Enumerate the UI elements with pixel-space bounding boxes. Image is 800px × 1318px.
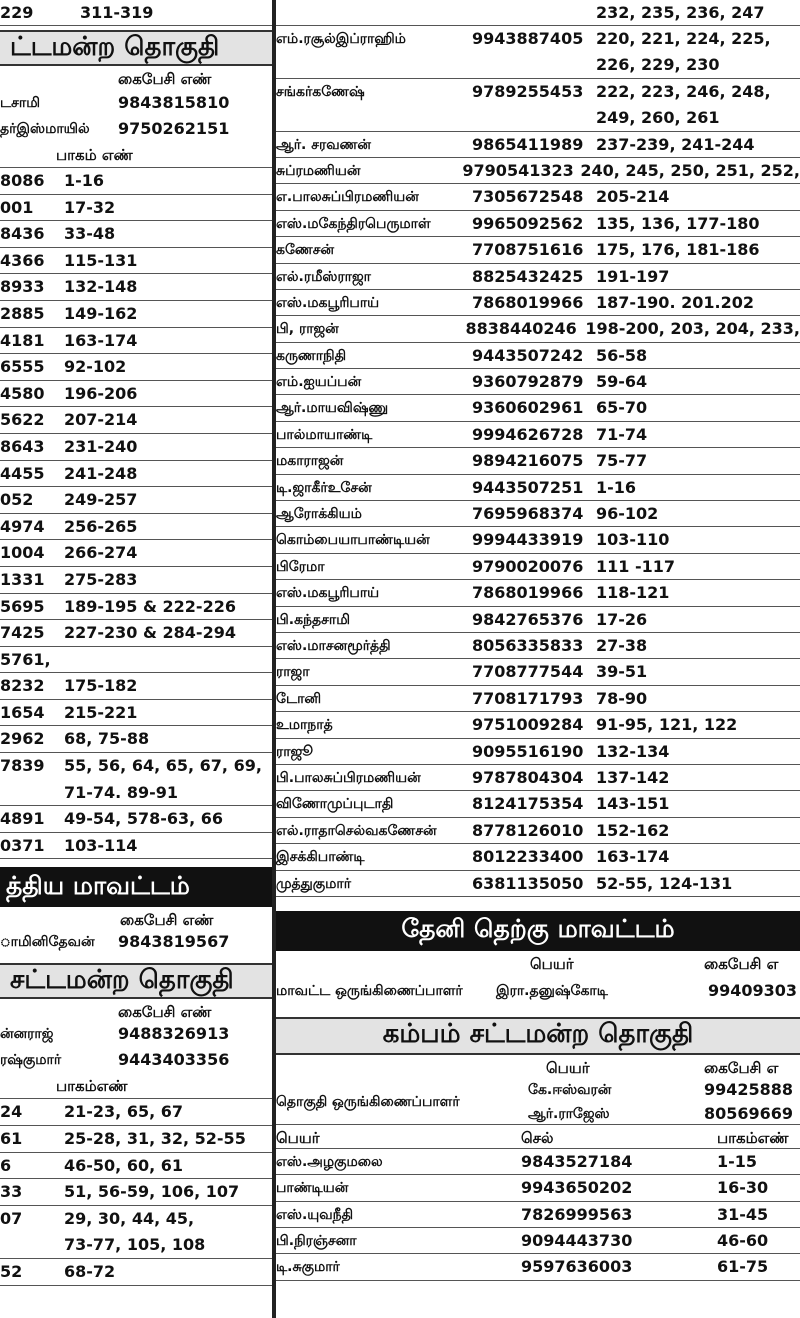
name-cell: பாண்டியன் — [276, 1180, 349, 1197]
parts-cell: 149-162 — [64, 303, 138, 323]
phone-cell: 4974 — [0, 516, 45, 536]
table-row — [0, 647, 272, 674]
table-row — [276, 316, 800, 342]
table-row — [0, 594, 272, 621]
parts-cell: 33-48 — [64, 224, 116, 244]
parts-cell: 55, 56, 64, 65, 67, 69, — [64, 756, 262, 776]
parts-cell: 226, 229, 230 — [596, 55, 720, 75]
parts-cell: 96-102 — [596, 504, 659, 524]
parts-cell: 118-121 — [596, 583, 670, 603]
parts-cell: 68, 75-88 — [64, 729, 150, 749]
name-cell: ஆர். சரவணன் — [276, 136, 371, 153]
phone-cell: 8643 — [0, 436, 45, 456]
name-cell: டி.ஜாகீர்உசேன் — [276, 479, 372, 496]
parts-cell: 227-230 & 284-294 — [64, 623, 236, 643]
phone-cell: 9842765376 — [472, 609, 584, 629]
parts-cell: 61-75 — [717, 1257, 769, 1277]
parts-cell: 222, 223, 246, 248, — [596, 81, 771, 101]
phone-cell: 4181 — [0, 330, 45, 350]
table-row — [276, 580, 800, 606]
name-cell: எம்.ஐயப்பன் — [276, 374, 362, 391]
parts-cell: 266-274 — [64, 543, 138, 563]
parts-cell: 17-26 — [596, 609, 648, 629]
name-cell: எஸ்.மகேந்திரபெருமாள் — [276, 215, 431, 232]
name-cell: உமாநாத் — [276, 717, 333, 734]
parts-cell: 21-23, 65, 67 — [64, 1102, 183, 1122]
district-coordinator: ாமினிதேவன் 9843819567 — [0, 932, 230, 952]
phone-cell: 61 — [0, 1129, 23, 1149]
phone-cell: 4891 — [0, 809, 45, 829]
table-row — [0, 195, 272, 222]
table-row — [276, 686, 800, 712]
phone-cell: 8933 — [0, 277, 45, 297]
phone-cell: 6 — [0, 1155, 12, 1175]
phone-cell: 7839 — [0, 756, 45, 776]
phone-cell: 9094443730 — [521, 1231, 633, 1251]
table-row — [276, 237, 800, 263]
table-row — [0, 168, 272, 195]
phone-cell: 1654 — [0, 702, 45, 722]
parts-cell: 256-265 — [64, 516, 138, 536]
right-top-row: 232, 235, 236, 247 — [276, 0, 800, 26]
phone-cell: 9894216075 — [472, 451, 584, 471]
coordinator-row — [0, 1021, 272, 1047]
table-row — [0, 1259, 272, 1286]
parts-cell: 275-283 — [64, 569, 138, 589]
phone-cell: 9790020076 — [472, 556, 584, 576]
table-row — [276, 1228, 800, 1254]
parts-cell: 59-64 — [596, 372, 648, 392]
coordinator-phone: 9443403356 — [118, 1050, 230, 1070]
parts-cell: 207-214 — [64, 410, 138, 430]
table-row — [276, 184, 800, 210]
table-row — [276, 158, 800, 184]
coordinator-name: தர்இஸ்மாயில் — [0, 121, 90, 137]
name-cell: விணோமுப்புடாதி — [276, 796, 394, 813]
phone-cell: 8778126010 — [472, 820, 584, 840]
name-cell: சங்கர்கணேஷ் — [276, 83, 365, 100]
name-cell: மகாராஜன் — [276, 453, 344, 470]
table-row — [0, 514, 272, 541]
coordinator-name: ரஷ்குமார் — [0, 1052, 62, 1069]
parts-cell: 46-50, 60, 61 — [64, 1155, 183, 1175]
table-row — [276, 633, 800, 659]
phone-cell: 7708777544 — [472, 662, 584, 682]
phone-cell: 52 — [0, 1262, 23, 1281]
name-cell: முத்துகுமார் — [276, 875, 352, 892]
phone-cell: 9360792879 — [472, 372, 584, 392]
name-cell: எம்.ரசூல்இப்ராஹிம் — [276, 31, 406, 47]
phone-cell: 6555 — [0, 357, 45, 377]
phone-cell: 9843527184 — [521, 1151, 633, 1171]
phone-cell: 7708171793 — [472, 688, 584, 708]
parts-cell: 103-114 — [64, 835, 138, 855]
parts-cell: 71-74 — [596, 424, 648, 444]
table-row — [276, 1149, 800, 1175]
coordinator-name: ன்னராஜ் — [0, 1026, 54, 1043]
parts-cell: 132-134 — [596, 741, 670, 761]
phone-cell: 9790541323 — [462, 160, 574, 180]
parts-cell: 17-32 — [64, 197, 116, 217]
table-row — [0, 1179, 272, 1206]
parts-cell: 196-206 — [64, 383, 138, 403]
parts-cell: 175-182 — [64, 676, 138, 696]
parts-cell: 75-77 — [596, 451, 648, 471]
table-row — [0, 833, 272, 860]
district-coordinator: மாவட்ட ஒருங்கிணைப்பாளர் இரா.தனுஷ்கோடி 99409303 — [276, 980, 798, 1000]
table-row — [276, 1254, 800, 1280]
phone-cell: 5761, — [0, 649, 51, 669]
table-row — [276, 79, 800, 105]
table-row — [0, 354, 272, 381]
name-cell: சுப்ரமணியன் — [276, 162, 361, 179]
parts-cell: 237-239, 241-244 — [596, 134, 755, 154]
parts-cell: 240, 245, 250, 251, 252, — [580, 160, 800, 180]
phone-cell: 9789255453 — [472, 81, 584, 101]
table-row — [276, 343, 800, 369]
table-row — [0, 461, 272, 488]
section-heading-1: ட்டமன்ற தொகுதி — [0, 30, 272, 66]
name-cell: டோனி — [276, 690, 322, 707]
table-row — [276, 132, 800, 158]
name-cell: எ.பாலசுப்பிரமணியன் — [276, 189, 419, 206]
phone-cell: 9360602961 — [472, 398, 584, 418]
coordinator-list — [0, 1021, 272, 1073]
table-row — [0, 1206, 272, 1233]
table-row — [276, 1175, 800, 1201]
column-header: பெயர் கைபேசி எ — [546, 1058, 779, 1077]
parts-cell: 220, 221, 224, 225, — [596, 29, 771, 48]
table-row — [276, 501, 800, 527]
constituency-coordinator: ஆர்.ராஜேஸ் 80569669 — [276, 1101, 800, 1125]
phone-cell: 8825432425 — [472, 266, 584, 286]
phone-cell: 4366 — [0, 250, 45, 270]
parts-cell: 205-214 — [596, 187, 670, 207]
name-cell: பி.கந்தசாமி — [276, 611, 350, 628]
part-header: பாகம்எண் — [0, 1073, 272, 1099]
table-row — [0, 274, 272, 301]
parts-cell: 187-190. 201.202 — [596, 292, 754, 312]
table-row — [276, 554, 800, 580]
parts-cell: 115-131 — [64, 250, 138, 270]
name-cell: கொம்பையாபாண்டியன் — [276, 532, 430, 549]
name-cell: கணேசன் — [276, 242, 335, 259]
phone-cell: 9443507251 — [472, 477, 584, 497]
phone-cell: 6381135050 — [472, 873, 584, 893]
table-row — [0, 1126, 272, 1153]
parts-cell: 198-200, 203, 204, 233, — [585, 319, 800, 339]
phone-cell: 8086 — [0, 171, 45, 190]
parts-cell: 137-142 — [596, 767, 670, 787]
name-cell: டி.சுகுமார் — [276, 1259, 340, 1276]
coordinator-phone: 9843815810 — [118, 93, 230, 112]
table-row — [276, 264, 800, 290]
table-row — [0, 540, 272, 567]
table-row — [276, 290, 800, 316]
table-row — [0, 780, 272, 807]
parts-cell: 39-51 — [596, 662, 648, 682]
phone-cell: 9597636003 — [521, 1257, 633, 1277]
table-row — [0, 567, 272, 594]
phone-cell: 8056335833 — [472, 635, 584, 655]
phone-cell: 9751009284 — [472, 715, 584, 735]
phone-cell: 0371 — [0, 835, 45, 855]
phone-cell: 9994433919 — [472, 530, 584, 550]
parts-cell: 249, 260, 261 — [596, 108, 720, 128]
phone-cell: 8124175354 — [472, 794, 584, 814]
parts-cell: 1-16 — [64, 171, 105, 190]
coordinator-row — [0, 90, 272, 116]
parts-cell: 65-70 — [596, 398, 648, 418]
table-row — [0, 381, 272, 408]
parts-cell: 191-197 — [596, 266, 670, 286]
phone-cell: 7695968374 — [472, 504, 584, 524]
left-top-row: 229 311-319 — [0, 0, 272, 26]
parts-cell: 29, 30, 44, 45, — [64, 1208, 195, 1228]
left-column — [0, 0, 272, 1318]
phone-cell: 1004 — [0, 543, 45, 563]
parts-cell: 111 -117 — [596, 556, 676, 576]
phone-cell: 4455 — [0, 463, 45, 483]
part-header: பாகம் எண் — [0, 142, 272, 168]
parts-cell: 31-45 — [717, 1204, 769, 1224]
phone-cell: 7305672548 — [472, 187, 584, 207]
table-row — [0, 407, 272, 434]
parts-cell: 73-77, 105, 108 — [64, 1235, 206, 1255]
phone-cell: 7425 — [0, 623, 45, 643]
phone-cell: 052 — [0, 490, 34, 510]
table-row — [276, 844, 800, 870]
parts-cell: 25-28, 31, 32, 52-55 — [64, 1129, 246, 1149]
table-row — [276, 26, 800, 52]
coordinator-name: டசாமி — [0, 95, 40, 111]
parts-cell: 78-90 — [596, 688, 648, 708]
booth-table — [0, 1099, 272, 1285]
parts-cell: 249-257 — [64, 490, 138, 510]
phone-cell: 9787804304 — [472, 767, 584, 787]
name-cell: பால்மாயாண்டி — [276, 426, 373, 443]
name-cell: எஸ்.மாசனமூர்த்தி — [276, 637, 391, 654]
phone-cell: 07 — [0, 1208, 23, 1228]
table-row — [0, 753, 272, 780]
parts-cell: 68-72 — [64, 1262, 116, 1281]
phone-cell: 8012233400 — [472, 847, 584, 867]
table-row — [276, 52, 800, 78]
table-row — [276, 659, 800, 685]
phone-cell: 7868019966 — [472, 583, 584, 603]
name-cell: இசக்கிபாண்டி — [276, 849, 365, 866]
table-row — [276, 765, 800, 791]
table-row — [0, 620, 272, 647]
name-cell: பி, ராஜன் — [276, 321, 339, 338]
phone-cell: 9865411989 — [472, 134, 584, 154]
booth-table — [0, 168, 272, 859]
phone-cell: 5622 — [0, 410, 45, 430]
phone-cell: 7826999563 — [521, 1204, 633, 1224]
name-cell: ஆரோக்கியம் — [276, 506, 362, 523]
table-row — [0, 1099, 272, 1126]
phone-cell: 8232 — [0, 676, 45, 696]
table-row — [0, 328, 272, 355]
phone-cell: 7868019966 — [472, 292, 584, 312]
phone-cell: 2962 — [0, 729, 45, 749]
parts-cell: 1-16 — [596, 477, 637, 497]
table-row — [0, 806, 272, 833]
name-cell: பி.பாலசுப்பிரமணியன் — [276, 769, 421, 786]
table-row — [276, 475, 800, 501]
parts-cell: 1-15 — [717, 1151, 758, 1171]
phone-cell: 8436 — [0, 224, 45, 244]
phone-cell: 9965092562 — [472, 213, 584, 233]
parts-cell: 46-60 — [717, 1231, 769, 1251]
table-row — [0, 434, 272, 461]
parts-cell: 52-55, 124-131 — [596, 873, 733, 893]
parts-cell: 132-148 — [64, 277, 138, 297]
table-row — [276, 739, 800, 765]
parts-cell: 163-174 — [596, 847, 670, 867]
coordinator-phone: 9750262151 — [118, 119, 230, 138]
name-cell: ஆர்.மாயவிஷ்ணு — [276, 400, 389, 417]
table-row — [276, 105, 800, 131]
name-cell: ராஜா — [276, 664, 310, 681]
parts-cell: 175, 176, 181-186 — [596, 240, 760, 260]
phone-cell: 1331 — [0, 569, 45, 589]
table-row — [276, 422, 800, 448]
right-column — [276, 0, 800, 1318]
table-row — [276, 395, 800, 421]
phone-cell: 9943650202 — [521, 1178, 633, 1198]
phone-cell: 9443507242 — [472, 345, 584, 365]
table-row — [276, 1202, 800, 1228]
constituency-heading: கம்பம் சட்டமன்ற தொகுதி — [276, 1017, 800, 1055]
table-row — [0, 1232, 272, 1259]
table-row — [0, 726, 272, 753]
table-row — [276, 818, 800, 844]
phone-cell: 9994626728 — [472, 424, 584, 444]
table-row — [276, 607, 800, 633]
parts-cell: 16-30 — [717, 1178, 769, 1198]
table-row — [0, 301, 272, 328]
table-row — [0, 248, 272, 275]
phone-cell: 8838440246 — [465, 319, 577, 339]
parts-cell: 163-174 — [64, 330, 138, 350]
name-cell: எஸ்.அழகுமலை — [276, 1153, 383, 1170]
parts-cell: 56-58 — [596, 345, 648, 365]
table-row — [276, 871, 800, 897]
table-row — [0, 673, 272, 700]
phone-cell: 9943887405 — [472, 29, 584, 48]
table-row — [0, 221, 272, 248]
phone-cell: 24 — [0, 1102, 23, 1122]
name-cell: ராஜூ — [276, 743, 313, 760]
table-row — [276, 791, 800, 817]
parts-cell: 189-195 & 222-226 — [64, 596, 236, 616]
table-row — [0, 1153, 272, 1180]
parts-cell: 241-248 — [64, 463, 138, 483]
parts-cell: 91-95, 121, 122 — [596, 715, 738, 735]
table-row — [0, 487, 272, 514]
booth-table — [276, 26, 800, 897]
coordinator-row — [0, 116, 272, 142]
phone-cell: 4580 — [0, 383, 45, 403]
parts-cell: 49-54, 578-63, 66 — [64, 809, 224, 829]
column-header: கைபேசி எண் — [118, 70, 212, 88]
parts-cell: 143-151 — [596, 794, 670, 814]
district-heading: த்திய மாவட்டம் — [0, 867, 272, 907]
parts-cell: 71-74. 89-91 — [64, 782, 178, 802]
phone-cell: 33 — [0, 1182, 23, 1202]
table-row — [276, 211, 800, 237]
phone-cell: 7708751616 — [472, 240, 584, 260]
section-heading-2: சட்டமன்ற தொகுதி — [0, 963, 272, 999]
parts-cell: 103-110 — [596, 530, 670, 550]
parts-cell: 27-38 — [596, 635, 648, 655]
parts-cell: 152-162 — [596, 820, 670, 840]
name-cell: எஸ்.மகபூரிபாய் — [276, 585, 380, 602]
phone-cell: 5695 — [0, 596, 45, 616]
parts-cell: 92-102 — [64, 357, 127, 377]
column-header: கைபேசி எண் — [120, 911, 214, 930]
phone-cell: 001 — [0, 197, 34, 217]
coordinator-row — [0, 1047, 272, 1073]
parts-cell: 215-221 — [64, 702, 138, 722]
parts-cell: 51, 56-59, 106, 107 — [64, 1182, 240, 1202]
parts-cell: 231-240 — [64, 436, 138, 456]
table-row — [0, 700, 272, 727]
district-heading: தேனி தெற்கு மாவட்டம் — [276, 911, 800, 951]
table-header: பெயர் செல் பாகம்எண் — [276, 1125, 800, 1149]
name-cell: பிரேமா — [276, 558, 325, 575]
name-cell: பி.நிரஞ்சனா — [276, 1233, 357, 1250]
table-row — [276, 527, 800, 553]
constituency-coordinator: தொகுதி ஒருங்கிணைப்பாளர் கே.ஈஸ்வரன் 99425888 — [276, 1079, 794, 1110]
booth-table — [276, 1149, 800, 1281]
coordinator-phone: 9488326913 — [118, 1024, 230, 1044]
table-row — [276, 448, 800, 474]
coordinator-list — [0, 90, 272, 142]
name-cell: எஸ்.மகபூரிபாய் — [276, 294, 380, 311]
column-header: பெயர் கைபேசி எ — [530, 954, 779, 973]
parts-cell: 135, 136, 177-180 — [596, 213, 760, 233]
name-cell: எல்.ரமீஸ்ராஜா — [276, 268, 371, 285]
name-cell: கருணாநிதி — [276, 347, 347, 364]
phone-cell: 2885 — [0, 303, 45, 323]
column-header: கைபேசி எண் — [118, 1003, 212, 1022]
name-cell: எல்.ராதாசெல்வகணேசன் — [276, 822, 437, 839]
name-cell: எஸ்.யுவநீதி — [276, 1206, 354, 1223]
table-row — [276, 369, 800, 395]
table-row — [276, 712, 800, 738]
phone-cell: 9095516190 — [472, 741, 584, 761]
